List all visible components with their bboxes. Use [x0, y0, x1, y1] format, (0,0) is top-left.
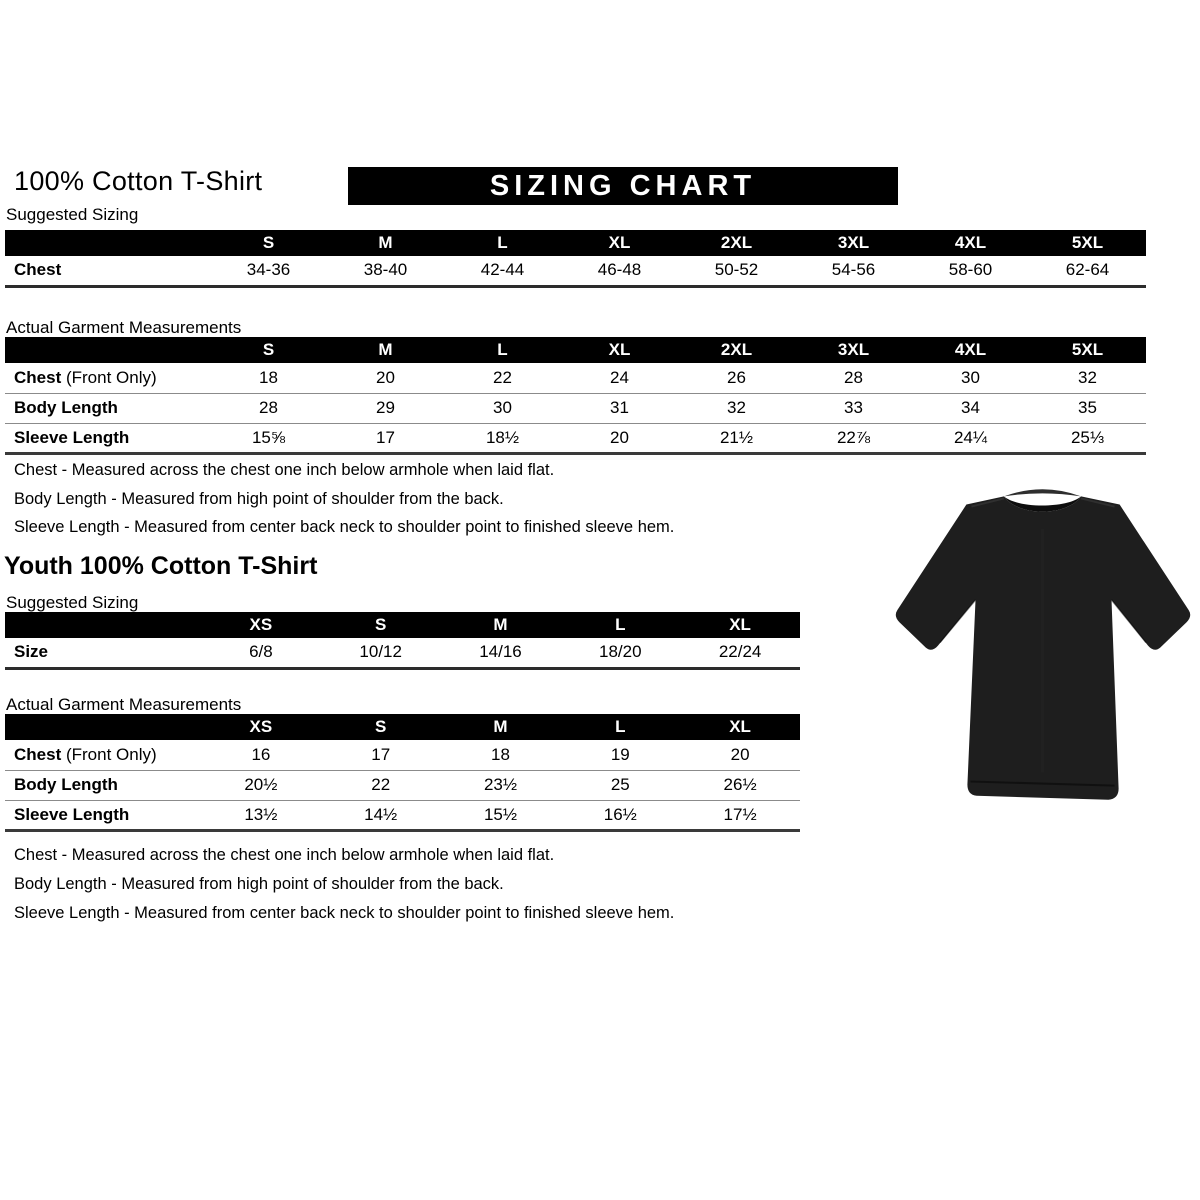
size-column-header: XS — [201, 612, 321, 638]
adult-suggested-sizing-table — [5, 230, 1146, 288]
measurement-row — [5, 638, 800, 668]
size-header-row — [5, 714, 800, 740]
youth-note-chest: Chest - Measured across the chest one inch below armhole when laid flat. — [14, 846, 555, 864]
sizing-chart-banner: SIZING CHART — [348, 167, 898, 205]
measurement-cell: 30 — [493, 398, 512, 417]
adult-suggested-sizing-label: Suggested Sizing — [6, 205, 139, 224]
size-column-header: L — [560, 714, 680, 740]
measurement-cell: 29 — [376, 398, 395, 417]
size-column-header: L — [444, 337, 561, 363]
size-column-header: M — [327, 230, 444, 256]
measurement-cell: 18 — [491, 744, 510, 764]
size-column-header: S — [210, 230, 327, 256]
row-label: Chest (Front Only) — [14, 367, 157, 387]
measurement-cell: 20½ — [244, 775, 278, 794]
adult-garment-measurements-label: Actual Garment Measurements — [6, 318, 242, 337]
adult-note-sleeve-length: Sleeve Length - Measured from center back neck to shoulder point to finished sleeve hem. — [14, 518, 675, 536]
size-header-row — [5, 337, 1146, 363]
black-tshirt-graphic — [890, 468, 1195, 813]
size-column-header: M — [327, 337, 444, 363]
measurement-cell: 38-40 — [363, 260, 408, 280]
row-label: Sleeve Length — [14, 427, 130, 447]
measurement-cell: 15⅝ — [251, 427, 286, 447]
header-corner-cell — [5, 612, 201, 638]
measurement-cell: 10/12 — [359, 642, 402, 662]
measurement-cell: 33 — [844, 398, 863, 417]
page-title: 100% Cotton T-Shirt — [14, 166, 263, 196]
size-column-header: XS — [201, 714, 321, 740]
row-label: Sleeve Length — [14, 804, 130, 824]
measurement-cell: 18/20 — [599, 642, 642, 662]
measurement-cell: 16½ — [603, 804, 637, 824]
size-column-header: 3XL — [795, 230, 912, 256]
size-column-header: 3XL — [795, 337, 912, 363]
size-header-row — [5, 230, 1146, 256]
measurement-cell: 24 — [610, 367, 629, 387]
measurement-cell: 20 — [730, 744, 750, 764]
measurement-row — [5, 423, 1146, 453]
size-header-row — [5, 612, 800, 638]
measurement-cell: 54-56 — [831, 260, 876, 280]
size-column-header: 5XL — [1029, 337, 1146, 363]
youth-garment-measurements-label: Actual Garment Measurements — [6, 695, 242, 714]
measurement-cell: 18½ — [485, 427, 520, 447]
measurement-cell: 32 — [1078, 367, 1097, 387]
measurement-cell: 24¼ — [953, 427, 988, 447]
header-corner-cell — [5, 230, 210, 256]
measurement-cell: 16 — [251, 744, 271, 764]
measurement-row — [5, 800, 800, 830]
measurement-cell: 28 — [844, 367, 863, 387]
measurement-cell: 6/8 — [249, 642, 273, 662]
youth-suggested-sizing-table — [5, 612, 800, 670]
size-table — [5, 230, 1146, 288]
measurement-cell: 34-36 — [246, 260, 291, 280]
adult-note-body-length: Body Length - Measured from high point of shoulder from the back. — [14, 490, 504, 508]
measurement-row — [5, 256, 1146, 286]
measurement-cell: 25⅓ — [1070, 427, 1105, 447]
size-column-header: 4XL — [912, 230, 1029, 256]
row-label: Body Length — [14, 398, 118, 417]
measurement-cell: 18 — [259, 367, 278, 387]
measurement-cell: 32 — [727, 398, 746, 417]
measurement-row — [5, 740, 800, 770]
size-column-header: XL — [680, 612, 800, 638]
row-label: Chest (Front Only) — [14, 744, 157, 764]
measurement-cell: 13½ — [244, 804, 278, 824]
measurement-cell: 17 — [371, 744, 391, 764]
measurement-cell: 19 — [610, 744, 630, 764]
measurement-cell: 42-44 — [480, 260, 525, 280]
row-label: Chest — [14, 260, 62, 280]
size-table — [5, 612, 800, 670]
size-column-header: 2XL — [678, 337, 795, 363]
size-column-header: XL — [561, 337, 678, 363]
measurement-cell: 20 — [376, 367, 395, 387]
row-label: Body Length — [14, 775, 118, 794]
measurement-cell: 50-52 — [714, 260, 759, 280]
measurement-row — [5, 363, 1146, 393]
header-corner-cell — [5, 714, 201, 740]
measurement-cell: 28 — [259, 398, 278, 417]
size-column-header: S — [321, 612, 441, 638]
row-label: Size — [14, 642, 49, 662]
measurement-row — [5, 770, 800, 800]
measurement-cell: 14/16 — [479, 642, 522, 662]
size-column-header: S — [321, 714, 441, 740]
size-column-header: XL — [680, 714, 800, 740]
measurement-cell: 17½ — [723, 804, 757, 824]
size-column-header: XL — [561, 230, 678, 256]
size-column-header: L — [444, 230, 561, 256]
measurement-cell: 14½ — [364, 804, 398, 824]
measurement-cell: 46-48 — [597, 260, 642, 280]
size-column-header: M — [441, 714, 561, 740]
measurement-cell: 26½ — [723, 775, 757, 794]
youth-note-body-length: Body Length - Measured from high point of shoulder from the back. — [14, 875, 504, 893]
measurement-cell: 26 — [727, 367, 746, 387]
size-table — [5, 714, 800, 832]
size-column-header: M — [441, 612, 561, 638]
measurement-cell: 22/24 — [718, 642, 762, 662]
tshirt-image — [890, 468, 1195, 818]
measurement-cell: 21½ — [719, 427, 754, 447]
size-column-header: 4XL — [912, 337, 1029, 363]
measurement-cell: 31 — [610, 398, 629, 417]
measurement-cell: 35 — [1078, 398, 1097, 417]
measurement-cell: 20 — [610, 427, 629, 447]
adult-note-chest: Chest - Measured across the chest one inch below armhole when laid flat. — [14, 461, 555, 479]
size-column-header: 2XL — [678, 230, 795, 256]
size-table — [5, 337, 1146, 455]
measurement-cell: 25 — [610, 775, 630, 794]
measurement-cell: 22 — [371, 775, 391, 794]
youth-suggested-sizing-label: Suggested Sizing — [6, 593, 139, 612]
youth-note-sleeve-length: Sleeve Length - Measured from center back neck to shoulder point to finished sleeve hem. — [14, 904, 675, 922]
measurement-cell: 34 — [961, 398, 980, 417]
measurement-row — [5, 393, 1146, 423]
youth-garment-measurements-table — [5, 714, 800, 832]
measurement-cell: 30 — [961, 367, 980, 387]
size-column-header: L — [560, 612, 680, 638]
size-column-header: 5XL — [1029, 230, 1146, 256]
header-corner-cell — [5, 337, 210, 363]
measurement-cell: 58-60 — [948, 260, 993, 280]
measurement-cell: 22 — [493, 367, 512, 387]
size-column-header: S — [210, 337, 327, 363]
adult-garment-measurements-table — [5, 337, 1146, 455]
measurement-cell: 15½ — [483, 804, 518, 824]
youth-title: Youth 100% Cotton T-Shirt — [4, 552, 318, 580]
measurement-cell: 23½ — [483, 775, 518, 794]
measurement-cell: 17 — [376, 427, 395, 447]
measurement-cell: 22⅞ — [836, 427, 871, 447]
measurement-cell: 62-64 — [1065, 260, 1110, 280]
